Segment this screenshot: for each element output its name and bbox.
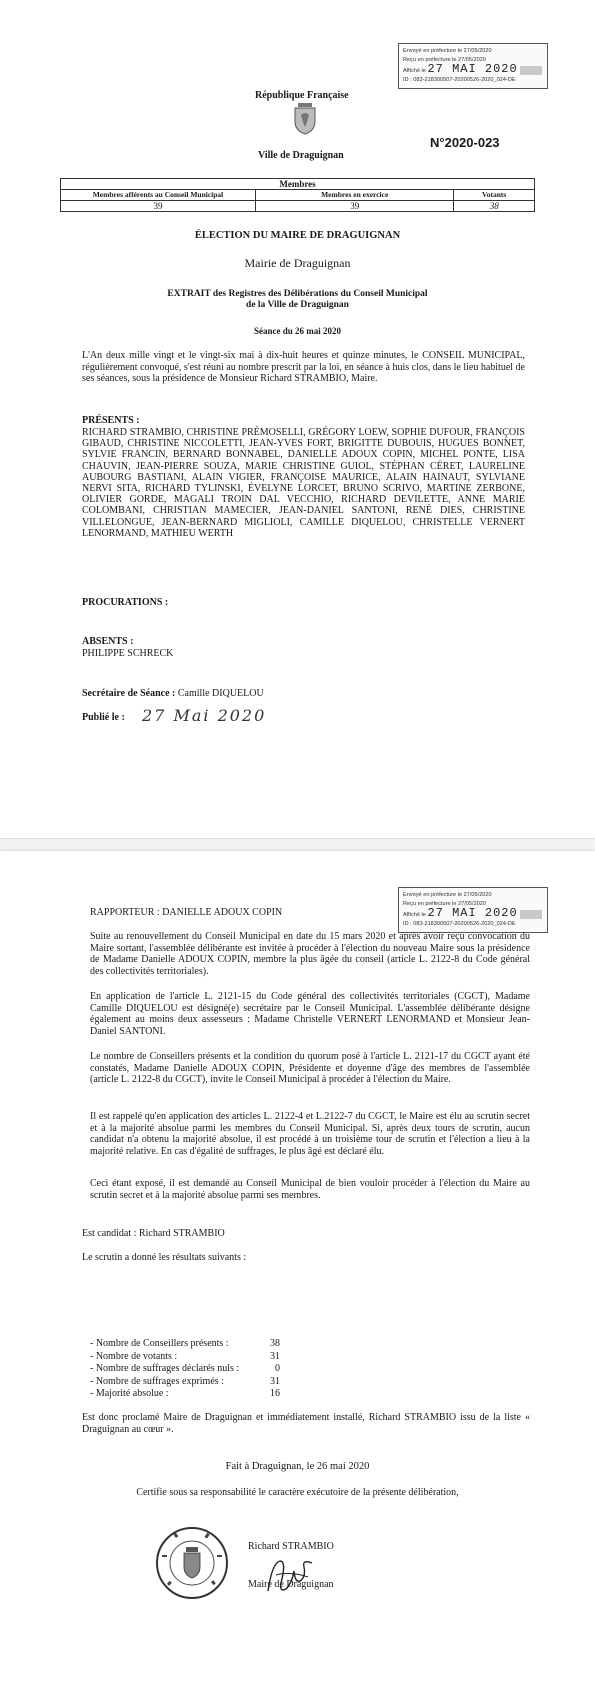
value-votants: 38 (454, 201, 535, 212)
redacted-mark (520, 910, 542, 919)
document-subtitle: Mairie de Draguignan (244, 256, 351, 270)
extrait-line-2: de la Ville de Draguignan (246, 300, 349, 310)
result-label: - Nombre de Conseillers présents : (90, 1338, 229, 1349)
result-value: 0 (275, 1363, 280, 1374)
procurations-label: PROCURATIONS : (82, 597, 169, 608)
absents-list: PHILIPPE SCHRECK (82, 648, 174, 659)
stamp-affiche-date: 27 MAI 2020 (427, 906, 518, 920)
result-label: - Nombre de suffrages déclarés nuls : (90, 1363, 240, 1374)
col-exercice: Membres en exercice (256, 190, 454, 201)
paragraph-secretaire: En application de l'article L. 2121-15 du Code général des collectivités territoriales (CGCT), Madame Camille DIQUELOU est désigné(e) secrétaire par le Conseil Municipal. L'assemblée délibérante désigne également au moins deux assesseurs : Madame Christelle VERNERT LENORMAND et Monsieur Jean-Daniel SANTONI. (90, 991, 530, 1037)
proclamation-paragraph: Est donc proclamé Maire de Draguignan et immédiatement installé, Richard STRAMBIO issu de la liste « Draguignan au cœur ». (82, 1412, 530, 1435)
ville-heading: Ville de Draguignan (258, 150, 344, 161)
result-label: - Nombre de votants : (90, 1350, 178, 1362)
certifie-line: Certifie sous sa responsabilité le caractère exécutoire de la présente délibération, (136, 1487, 459, 1498)
results-list (90, 1338, 280, 1401)
col-afferents: Membres afférents au Conseil Municipal (61, 190, 256, 201)
prefecture-stamp (398, 43, 548, 89)
result-row (90, 1351, 280, 1364)
secretaire-label: Secrétaire de Séance : (82, 688, 176, 699)
signature-mark (262, 1553, 322, 1599)
col-votants: Votants (454, 190, 535, 201)
stamp-received-line: Reçu en préfecture le 27/05/2020 (403, 57, 487, 63)
mairie-seal-icon (154, 1525, 230, 1601)
candidat-line: Est candidat : Richard STRAMBIO (82, 1228, 225, 1239)
stamp-received-line: Reçu en préfecture le 27/05/2020 (403, 901, 487, 907)
result-row (90, 1338, 280, 1351)
absents-label: ABSENTS : (82, 636, 134, 647)
seance-date: Séance du 26 mai 2020 (253, 326, 341, 336)
presents-list: RICHARD STRAMBIO, CHRISTINE PRÉMOSELLI, GRÉGORY LOEW, SOPHIE DUFOUR, FRANÇOIS GIBAUD, CHRISTINE NICCOLETTI, JEAN-YVES FORT, BRIGITTE DUBOUIS, HUGUES BONNET, SYLVIE FRANCIN, BERNARD BONNABEL, DANIELLE ADOUX COPIN, MICHEL PONTE, LISA CHAUVIN, JEAN-PIERRE SOUZA, MARIE CHRISTINE GUIOL, STÉPHAN CÉRET, LAURELINE AUBOURG BASTIANI, ALAIN VIGIER, FRANÇOISE MAURICE, ALAIN HAINAUT, SYLVIANE NERVI SITA, RICHARD TYLINSKI, ÉVELYNE LORCET, BRUNO SCRIVO, MARTINE ZERBONE, OLIVIER GORDE, MAGALI TROIN DAL VECCHIO, RICHARD DEVILETTE, ANNE MARIE COLOMBANI, CHRISTIAN MAMECIER, JEAN-DANIEL SANTONI, RENÉ DIES, CHRISTINE VILLELONGUE, JEAN-BERNARD MIGLIOLI, CAMILLE DIQUELOU, CHRISTELLE VERNERT LENORMAND, MATHIEU WERTH (82, 427, 525, 539)
coat-of-arms-icon (292, 103, 318, 135)
result-row (90, 1388, 280, 1401)
prefecture-stamp (398, 887, 548, 933)
result-value: 31 (270, 1350, 280, 1362)
intro-paragraph: L'An deux mille vingt et le vingt-six mai à dix-huit heures et quinze minutes, le CONSEIL MUNICIPAL, régulièrement convoqué, s'est réuni au nombre prescrit par la loi, en séance à huis clos, dans le lieu habituel de ses séances, sous la présidence de Monsieur Richard STRAMBIO, Maire. (82, 350, 525, 384)
result-label: - Nombre de suffrages exprimés : (90, 1375, 224, 1387)
result-value: 16 (270, 1388, 280, 1399)
redacted-mark (520, 66, 542, 75)
value-afferents: 39 (61, 201, 256, 212)
value-exercice: 39 (256, 201, 454, 212)
rapporteur-line: RAPPORTEUR : DANIELLE ADOUX COPIN (90, 907, 283, 918)
signer-title: Maire de Draguignan (248, 1579, 334, 1590)
stamp-affiche-label: Affiché le (403, 68, 426, 74)
secretaire-name: Camille DIQUELOU (177, 688, 264, 699)
result-row (90, 1363, 280, 1376)
extrait-line-1: EXTRAIT des Registres des Délibérations du Conseil Municipal (167, 289, 428, 299)
stamp-id-line: ID : 083-218300507-20200526-2020_024-DE (403, 921, 516, 927)
stamp-sent-line: Envoyé en préfecture le 27/05/2020 (403, 48, 492, 54)
presents-label: PRÉSENTS : (82, 415, 140, 426)
stamp-id-line: ID : 083-218300507-20200526-2020_024-DE (403, 77, 516, 83)
result-value: 38 (270, 1338, 280, 1349)
publie-label: Publié le : (82, 712, 125, 723)
document-page-2 (0, 851, 595, 1689)
stamp-affiche-label: Affiché le (403, 912, 426, 918)
paragraph-demande: Ceci étant exposé, il est demandé au Conseil Municipal de bien vouloir procéder à l'élection du Maire au scrutin secret et à la majorité absolue parmi ses membres. (90, 1178, 530, 1201)
scrutin-intro: Le scrutin a donné les résultats suivants : (82, 1252, 247, 1263)
members-header: Membres (61, 179, 535, 190)
stamp-affiche-date: 27 MAI 2020 (427, 62, 518, 76)
stamp-sent-line: Envoyé en préfecture le 27/05/2020 (403, 892, 492, 898)
result-value: 31 (270, 1375, 280, 1387)
result-row (90, 1376, 280, 1389)
paragraph-quorum: Le nombre de Conseillers présents et la condition du quorum posé à l'article L. 2121-17 du CGCT ayant été constatés, Madame Danielle ADOUX COPIN, Présidente et doyenne d'âge des membres de l'assemblée (article L. 2122-8 du CGCT), invite le Conseil Municipal à procéder à l'élection du Maire. (90, 1051, 530, 1085)
document-title: ÉLECTION DU MAIRE DE DRAGUIGNAN (194, 230, 401, 241)
fait-a-line: Fait à Draguignan, le 26 mai 2020 (225, 1461, 370, 1472)
signer-name: Richard STRAMBIO (248, 1541, 334, 1552)
deliberation-number: N°2020-023 (430, 135, 500, 150)
publie-handwritten-date: 27 Mai 2020 (142, 706, 267, 725)
result-label: - Majorité absolue : (90, 1388, 169, 1399)
paragraph-scrutin-rules: Il est rappelé qu'en application des articles L. 2122-4 et L.2122-7 du CGCT, le Maire est élu au scrutin secret et à la majorité absolue parmi les membres du Conseil Municipal. Si, après deux tours de scrutin, aucun candidat n'a obtenu la majorité absolue, il est procédé à un troisième tour de scrutin et l'élection a lieu à la majorité relative. En cas d'égalité de suffrages, le plus âgé est déclaré élu. (90, 1111, 530, 1157)
republique-heading: République Française (255, 90, 349, 101)
members-table (60, 178, 535, 212)
document-page-1 (0, 0, 595, 838)
paragraph-renouvellement: Suite au renouvellement du Conseil Municipal en date du 15 mars 2020 et après avoir reçu convocation du Maire sortant, l'assemblée délibérante est invitée à procéder à l'élection du nouveau Maire sous la présidence de Madame Danielle ADOUX COPIN, membre la plus âgée du conseil (article L. 2122-8 du Code général des collectivités territoriales). (90, 931, 530, 977)
